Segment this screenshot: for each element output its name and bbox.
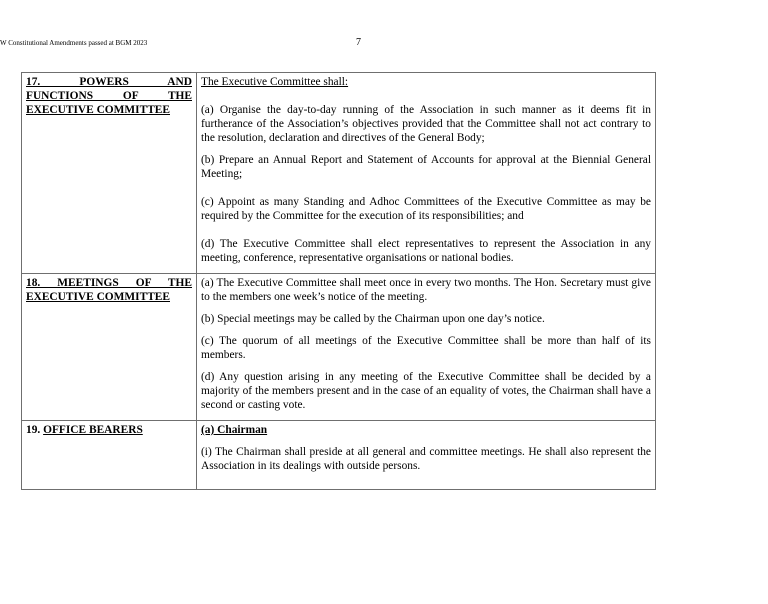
page-number: 7 [356,37,361,48]
section-19-body [197,421,656,490]
section-19-heading-prefix: 19. [26,424,44,436]
section-19-heading-title: OFFICE BEARERS [43,424,143,436]
section-18-para-b: (b) Special meetings may be called by the Chairman upon one day’s notice. [201,313,545,325]
section-19-subheading: (a) Chairman [201,424,268,436]
section-19-heading [22,421,197,490]
section-18-para-a: (a) The Executive Committee shall meet once in every two months. The Hon. Secretary must give to the members one week’s notice of the meeting. [201,277,651,303]
running-header: W Constitutional Amendments passed at BGM 2023 [0,39,148,47]
section-18-row [22,274,656,421]
section-17-body [197,73,656,274]
section-17-intro: The Executive Committee shall: [201,76,349,88]
section-17-para-a: (a) Organise the day-to-day running of the Association in such manner as it deems fit in furtherance of the Association’s objectives provided that the Committee shall not act contrary to the resolution, declaration and directives of the General Body; [201,104,651,144]
section-17-heading-line2: FUNCTIONS OF THE [26,90,192,102]
section-17-heading-line3: EXECUTIVE COMMITTEE [26,104,170,116]
constitution-table [21,72,656,490]
section-18-heading-line2: EXECUTIVE COMMITTEE [26,291,170,303]
section-18-heading-line1: 18. MEETINGS OF THE [26,277,192,289]
section-18-para-c: (c) The quorum of all meetings of the Executive Committee shall be more than half of its members. [201,335,651,361]
section-17-heading-line1: 17. POWERS AND [26,76,192,88]
section-19-row [22,421,656,490]
section-18-para-d: (d) Any question arising in any meeting of the Executive Committee shall be decided by a majority of the members present and in the case of an equality of votes, the Chairman shall have a second or casting vote. [201,371,651,411]
section-18-heading [22,274,197,421]
section-17-para-b: (b) Prepare an Annual Report and Statement of Accounts for approval at the Biennial General Meeting; [201,154,651,180]
section-17-heading [22,73,197,274]
section-18-body [197,274,656,421]
section-17-row [22,73,656,274]
section-17-para-d: (d) The Executive Committee shall elect representatives to represent the Association in any meeting, conference, representative organisations or national bodies. [201,238,651,264]
section-17-para-c: (c) Appoint as many Standing and Adhoc Committees of the Executive Committee as may be required by the Committee for the execution of its responsibilities; and [201,196,651,222]
section-19-para-i: (i) The Chairman shall preside at all general and committee meetings. He shall also represent the Association in its dealings with outside persons. [201,446,651,472]
